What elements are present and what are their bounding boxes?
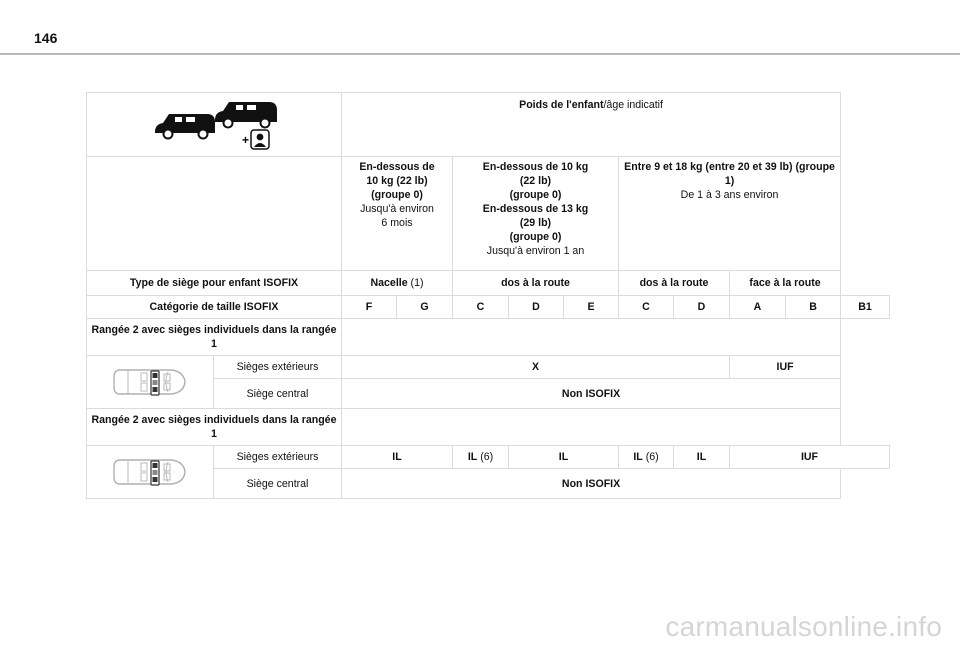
value-cell: IUF xyxy=(730,446,890,469)
value-cell: IL xyxy=(342,446,453,469)
size-class-label: Catégorie de taille ISOFIX xyxy=(87,296,342,319)
seat-plan-1-cell xyxy=(87,356,214,409)
empty-cell xyxy=(87,157,342,271)
value-bold: IL xyxy=(467,451,478,463)
central-seat-label: Siège central xyxy=(214,379,342,409)
vehicle-icon-cell xyxy=(87,93,342,157)
value-ref: (6) xyxy=(642,451,659,463)
nacelle-label: Nacelle xyxy=(370,277,408,289)
g0b-line1: En-dessous de 10 kg xyxy=(482,161,589,173)
size-class-cell: D xyxy=(674,296,730,319)
outer-iuf-cell: IUF xyxy=(730,356,841,379)
empty-cell xyxy=(342,409,841,446)
outer-seats-label: Sièges extérieurs xyxy=(214,356,342,379)
size-class-cell: B1 xyxy=(841,296,890,319)
isofix-table xyxy=(86,92,890,499)
size-class-cell: C xyxy=(453,296,509,319)
value-bold: IL xyxy=(633,451,643,463)
outer-seats-label: Sièges extérieurs xyxy=(214,446,342,469)
value-cell xyxy=(619,446,674,469)
value-cell xyxy=(453,446,509,469)
size-class-cell: C xyxy=(619,296,674,319)
size-class-cell: E xyxy=(564,296,619,319)
car-seat-plan-icon xyxy=(112,365,188,399)
group-0b-cell xyxy=(453,157,619,271)
g0b-line3: (groupe 0) xyxy=(509,189,562,201)
size-class-cell: F xyxy=(342,296,397,319)
g0a-line5: 6 mois xyxy=(381,217,413,229)
car-seat-plan-icon xyxy=(112,455,188,489)
seat-type-label: Type de siège pour enfant ISOFIX xyxy=(87,271,342,296)
weight-label-bold: Poids de l'enfant xyxy=(519,99,604,111)
watermark: carmanualsonline.info xyxy=(665,611,942,642)
van-and-van-with-child-seat-icon xyxy=(149,100,279,150)
empty-cell xyxy=(342,319,841,356)
g0b-line6: (groupe 0) xyxy=(509,231,562,243)
g0b-line4: En-dessous de 13 kg xyxy=(482,203,589,215)
group-0a-cell xyxy=(342,157,453,271)
value-ref: (6) xyxy=(477,451,494,463)
g0b-line7: Jusqu'à environ 1 an xyxy=(486,245,585,257)
value-cell: IL xyxy=(509,446,619,469)
nacelle-ref: (1) xyxy=(407,277,424,289)
central-value-cell: Non ISOFIX xyxy=(342,379,841,409)
size-class-cell: G xyxy=(397,296,453,319)
size-class-cell: A xyxy=(730,296,786,319)
value-cell: IL xyxy=(674,446,730,469)
g1-line1: Entre 9 et 18 kg (entre 20 et 39 lb) (groupe 1) xyxy=(624,161,835,187)
g0a-line4: Jusqu'à environ xyxy=(360,203,434,215)
size-class-cell: D xyxy=(509,296,564,319)
size-class-cell: B xyxy=(786,296,841,319)
weight-header xyxy=(342,93,841,157)
central-value-cell: Non ISOFIX xyxy=(342,469,841,499)
group-1-cell xyxy=(619,157,841,271)
g0a-line2: 10 kg (22 lb) xyxy=(366,175,428,187)
section-1-title: Rangée 2 avec sièges individuels dans la rangée 1 xyxy=(87,319,342,356)
header-rule xyxy=(0,53,960,55)
page-number: 146 xyxy=(34,30,58,46)
section-2-title: Rangée 2 avec sièges individuels dans la rangée 1 xyxy=(87,409,342,446)
rear-facing-2: dos à la route xyxy=(619,271,730,296)
g1-line2: De 1 à 3 ans environ xyxy=(680,189,779,201)
g0a-line3: (groupe 0) xyxy=(371,189,423,201)
g0b-line5: (29 lb) xyxy=(519,217,552,229)
outer-x-cell: X xyxy=(342,356,730,379)
central-seat-label: Siège central xyxy=(214,469,342,499)
seat-plan-2-cell xyxy=(87,446,214,499)
forward-facing: face à la route xyxy=(730,271,841,296)
nacelle-cell xyxy=(342,271,453,296)
g0a-line1: En-dessous de xyxy=(359,161,435,173)
svg-text:+: + xyxy=(242,132,250,147)
rear-facing-1: dos à la route xyxy=(453,271,619,296)
g0b-line2: (22 lb) xyxy=(519,175,552,187)
weight-label-rest: /âge indicatif xyxy=(603,99,663,111)
